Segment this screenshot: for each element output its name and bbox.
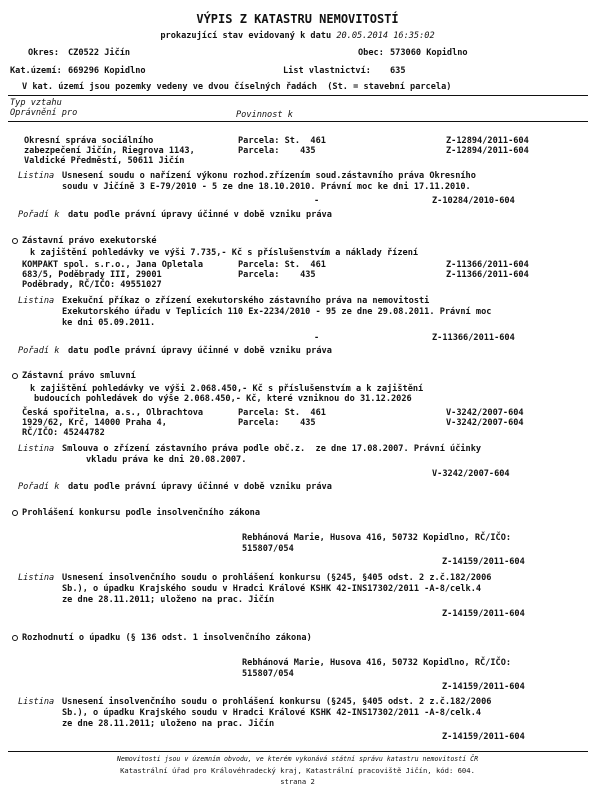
owner-line: Poděbrady, RČ/IČO: 49551027 — [22, 280, 162, 290]
parcel-ref: Parcela: St. 461 — [238, 408, 326, 418]
record-ref: Z-14159/2011-604 — [442, 732, 525, 742]
footer-line-2: Katastrální úřad pro Královéhradecký kraj, Katastrální pracoviště Jičín, kód: 604. — [120, 766, 475, 775]
record-ref: Z-14159/2011-604 — [442, 557, 525, 567]
parcel-ref: Parcela: St. 461 — [238, 136, 326, 146]
listina-text: Sb.), o úpadku Krajského soudu v Hradci Králové KSHK 42-INS17302/2011 -A-8/celk.4 — [62, 708, 482, 718]
party-line: 515807/054 — [242, 669, 294, 679]
okres-value: CZ0522 Jičín — [68, 48, 131, 58]
listina-label: Listina — [18, 444, 55, 454]
record-ref: Z-12894/2011-604 — [446, 146, 529, 156]
listina-text: Usnesení insolvenčního soudu o prohlášení konkursu (§245, §405 odst. 2 z.č.182/2006 — [62, 573, 492, 583]
record-ref: V-3242/2007-604 — [432, 469, 510, 479]
owner-line: zabezpečení Jičín, Riegrova 1143, — [24, 146, 195, 156]
listina-text: vkladu práva ke dni 20.08.2007. — [86, 455, 247, 465]
poradi-text: datu podle právní úpravy účinné v době vzniku práva — [68, 346, 332, 356]
state-date-prefix: prokazující stav evidovaný k datu — [160, 31, 332, 41]
col-entitled: Oprávnění pro — [10, 108, 78, 118]
bullet-icon — [12, 635, 18, 641]
page-title: VÝPIS Z KATASTRU NEMOVITOSTÍ — [196, 12, 399, 26]
bullet-icon — [12, 510, 18, 516]
footer-divider — [8, 751, 588, 752]
kat-uzemi-label: Kat.území: — [10, 66, 62, 76]
record-ref: Z-10284/2010-604 — [432, 196, 515, 206]
party-line: 515807/054 — [242, 544, 294, 554]
record-ref: Z-12894/2011-604 — [446, 136, 529, 146]
parcel-ref: Parcela: 435 — [238, 270, 316, 280]
party-line: Rebhánová Marie, Husova 416, 50732 Kopidlno, RČ/IČO: — [242, 658, 512, 668]
record-ref: Z-11366/2011-604 — [446, 270, 529, 280]
obec-value: 573060 Kopidlno — [390, 48, 468, 58]
listina-text: Smlouva o zřízení zástavního práva podle obč.z. ze dne 17.08.2007. Právní účinky — [62, 444, 482, 454]
section-subheading: k zajištění pohledávky ve výši 7.735,- Kč s příslušenstvím a náklady řízení — [30, 248, 419, 258]
record-ref: V-3242/2007-604 — [446, 408, 524, 418]
listina-label: Listina — [18, 171, 55, 181]
owner-line: RČ/IČO: 45244782 — [22, 428, 105, 438]
poradi-label: Pořadí k — [18, 210, 60, 220]
bullet-icon — [12, 238, 18, 244]
listina-text: Exekutorského úřadu v Teplicích 110 Ex-2234/2010 - 95 ze dne 29.08.2011. Právní moc — [62, 307, 492, 317]
bullet-icon — [12, 373, 18, 379]
owner-line: Valdické Předměstí, 50611 Jičín — [24, 156, 185, 166]
listina-text: ze dne 28.11.2011; uloženo na prac. Jičín — [62, 595, 275, 605]
owner-line: KOMPAKT spol. s.r.o., Jana Opletala — [22, 260, 204, 270]
section-subheading: budoucích pohledávek do výše 2.068.450,- Kč, které vzniknou do 31.12.2026 — [34, 394, 412, 404]
kat-uzemi-value: 669296 Kopidlno — [68, 66, 146, 76]
listina-text: Usnesení soudu o nařízení výkonu rozhod.zřízením soud.zástavního práva Okresního — [62, 171, 476, 181]
poradi-text: datu podle právní úpravy účinné v době vzniku práva — [68, 482, 332, 492]
page-number: strana 2 — [280, 777, 315, 786]
listina-label: Listina — [18, 573, 55, 583]
listina-text: Sb.), o úpadku Krajského soudu v Hradci Králové KSHK 42-INS17302/2011 -A-8/celk.4 — [62, 584, 482, 594]
poradi-text: datu podle právní úpravy účinné v době vzniku práva — [68, 210, 332, 220]
parcel-ref: Parcela: 435 — [238, 418, 316, 428]
owner-line: Okresní správa sociálního — [24, 136, 154, 146]
okres-label: Okres: — [28, 48, 60, 58]
table-header-divider — [8, 121, 588, 122]
owner-line: 1929/62, Krč, 14000 Praha 4, — [22, 418, 167, 428]
col-relation-type: Typ vztahu — [10, 98, 62, 108]
poradi-label: Pořadí k — [18, 346, 60, 356]
record-ref: Z-11366/2011-604 — [432, 333, 515, 343]
parcel-ref: Parcela: St. 461 — [238, 260, 326, 270]
state-date-line — [0, 31, 595, 41]
listina-text: soudu v Jičíně 3 E-79/2010 - 5 ze dne 18.10.2010. Právní moc ke dni 17.11.2010. — [62, 182, 471, 192]
record-ref: V-3242/2007-604 — [446, 418, 524, 428]
lv-value: 635 — [390, 66, 406, 76]
owner-line: 683/5, Poděbrady III, 29001 — [22, 270, 162, 280]
record-ref: Z-14159/2011-604 — [442, 609, 525, 619]
lv-label: List vlastnictví: — [283, 66, 371, 76]
dash: - — [314, 333, 320, 343]
listina-text: ze dne 28.11.2011; uloženo na prac. Jičín — [62, 719, 275, 729]
header-divider — [8, 95, 588, 96]
footer-line-1: Nemovitosti jsou v územním obvodu, ve kterém vykonává státní správu katastru nemovitostí ČR — [116, 755, 479, 763]
obec-label: Obec: — [358, 48, 384, 58]
listina-label: Listina — [18, 296, 55, 306]
party-line: Rebhánová Marie, Husova 416, 50732 Kopidlno, RČ/IČO: — [242, 533, 512, 543]
listina-text: Exekuční příkaz o zřízení exekutorského zástavního práva na nemovitosti — [62, 296, 430, 306]
dash: - — [314, 196, 320, 206]
section-heading: Zástavní právo smluvní — [22, 371, 136, 381]
poradi-label: Pořadí k — [18, 482, 60, 492]
listina-text: ke dni 05.09.2011. — [62, 318, 156, 328]
section-heading: Zástavní právo exekutorské — [22, 236, 157, 246]
owner-line: Česká spořitelna, a.s., Olbrachtova — [22, 408, 204, 418]
col-obligation: Povinnost k — [236, 110, 293, 120]
section-heading: Prohlášení konkursu podle insolvenčního zákona — [22, 508, 260, 518]
parcel-series-note: V kat. území jsou pozemky vedeny ve dvou číselných řadách (St. = stavební parcela) — [22, 82, 452, 92]
record-ref: Z-11366/2011-604 — [446, 260, 529, 270]
listina-label: Listina — [18, 697, 55, 707]
section-heading: Rozhodnutí o úpadku (§ 136 odst. 1 insolvenčního zákona) — [22, 633, 312, 643]
parcel-ref: Parcela: 435 — [238, 146, 316, 156]
section-subheading: k zajištění pohledávky ve výši 2.068.450,- Kč s příslušenstvím a k zajištění — [30, 384, 424, 394]
listina-text: Usnesení insolvenčního soudu o prohlášení konkursu (§245, §405 odst. 2 z.č.182/2006 — [62, 697, 492, 707]
state-date: 20.05.2014 16:35:02 — [336, 31, 435, 41]
record-ref: Z-14159/2011-604 — [442, 682, 525, 692]
